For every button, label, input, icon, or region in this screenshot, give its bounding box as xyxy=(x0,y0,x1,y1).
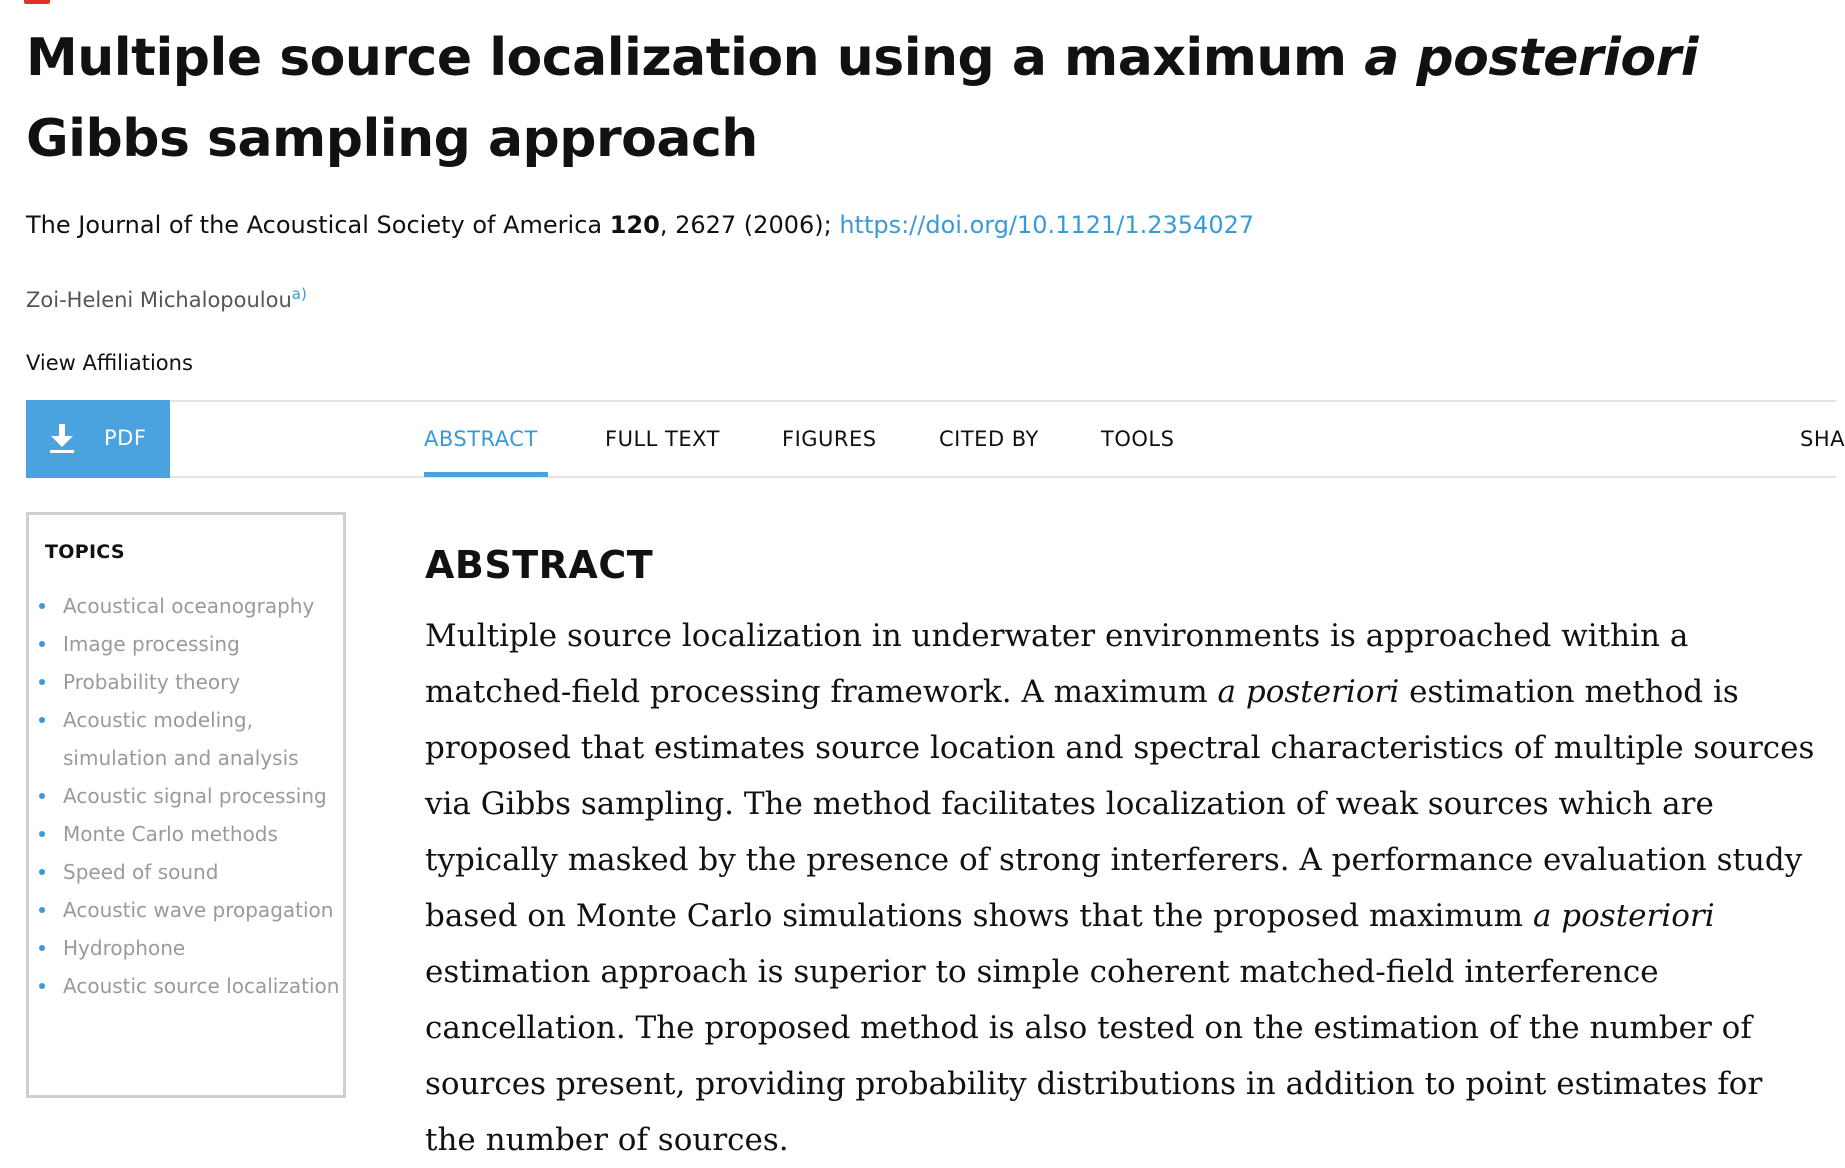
topic-link[interactable]: Monte Carlo methods xyxy=(37,815,347,853)
topics-list xyxy=(37,587,347,1005)
topics-heading: TOPICS xyxy=(45,541,125,563)
bullet-icon xyxy=(39,869,45,875)
article-toolbar xyxy=(26,400,1845,478)
pdf-label: PDF xyxy=(104,426,147,450)
tab-cited-by[interactable]: CITED BY xyxy=(939,427,1039,451)
author-affiliation-marker[interactable]: a) xyxy=(291,285,307,303)
tab-abstract[interactable]: ABSTRACT xyxy=(424,427,538,451)
bullet-icon xyxy=(39,907,45,913)
topic-link[interactable]: Acoustic modeling, simulation and analysis xyxy=(37,701,347,777)
title-italic: a posteriori xyxy=(1364,28,1699,88)
topic-link[interactable]: Acoustical oceanography xyxy=(37,587,347,625)
doi-link[interactable]: https://doi.org/10.1121/1.2354027 xyxy=(839,211,1255,239)
topic-link[interactable]: Acoustic wave propagation xyxy=(37,891,347,929)
journal-name: The Journal of the Acoustical Society of America xyxy=(26,211,610,239)
topic-link[interactable]: Acoustic signal processing xyxy=(37,777,347,815)
tab-full-text[interactable]: FULL TEXT xyxy=(605,427,720,451)
topic-link[interactable]: Speed of sound xyxy=(37,853,347,891)
topic-link[interactable]: Image processing xyxy=(37,625,347,663)
author-name[interactable]: Zoi-Heleni Michalopoulou xyxy=(26,288,292,312)
bullet-icon xyxy=(39,717,45,723)
tab-figures[interactable]: FIGURES xyxy=(782,427,877,451)
topics-panel xyxy=(26,512,346,1098)
pages-year: , 2627 (2006); xyxy=(659,211,840,239)
bullet-icon xyxy=(39,793,45,799)
tab-share[interactable]: SHA xyxy=(1800,427,1845,451)
bullet-icon xyxy=(39,945,45,951)
abstract-text: Multiple source localization in underwater environments is approached within a matched-field processing framework. A maximum a posteriori estimation method is proposed that estimates source location and spectral characteristics of multiple sources via Gibbs sampling. The method facilitates localization of weak sources which are typically masked by the presence of strong interferers. A performance evaluation study based on Monte Carlo simulations shows that the proposed maximum a posteriori estimation approach is superior to simple coherent matched-field interference cancellation. The proposed method is also tested on the estimation of the number of sources present, providing probability distributions in addition to point estimates for the number of sources. xyxy=(425,618,1815,1158)
bullet-icon xyxy=(39,679,45,685)
topic-link[interactable]: Probability theory xyxy=(37,663,347,701)
bullet-icon xyxy=(39,983,45,989)
download-icon xyxy=(48,422,76,454)
citation-line xyxy=(26,207,1254,243)
bullet-icon xyxy=(39,603,45,609)
tab-tools[interactable]: TOOLS xyxy=(1101,427,1175,451)
site-logo-fragment xyxy=(24,0,50,4)
pdf-download-button[interactable] xyxy=(26,400,170,478)
article-title: Multiple source localization using a maximum a posteriori Gibbs sampling approach xyxy=(26,28,1699,169)
topic-link[interactable]: Acoustic source localization xyxy=(37,967,347,1005)
bullet-icon xyxy=(39,641,45,647)
abstract-heading: ABSTRACT xyxy=(425,543,654,587)
active-tab-indicator xyxy=(424,472,548,477)
journal-volume: 120 xyxy=(609,211,660,239)
bullet-icon xyxy=(39,831,45,837)
topic-link[interactable]: Hydrophone xyxy=(37,929,347,967)
author-line xyxy=(26,285,307,315)
view-affiliations-link[interactable]: View Affiliations xyxy=(26,351,193,375)
